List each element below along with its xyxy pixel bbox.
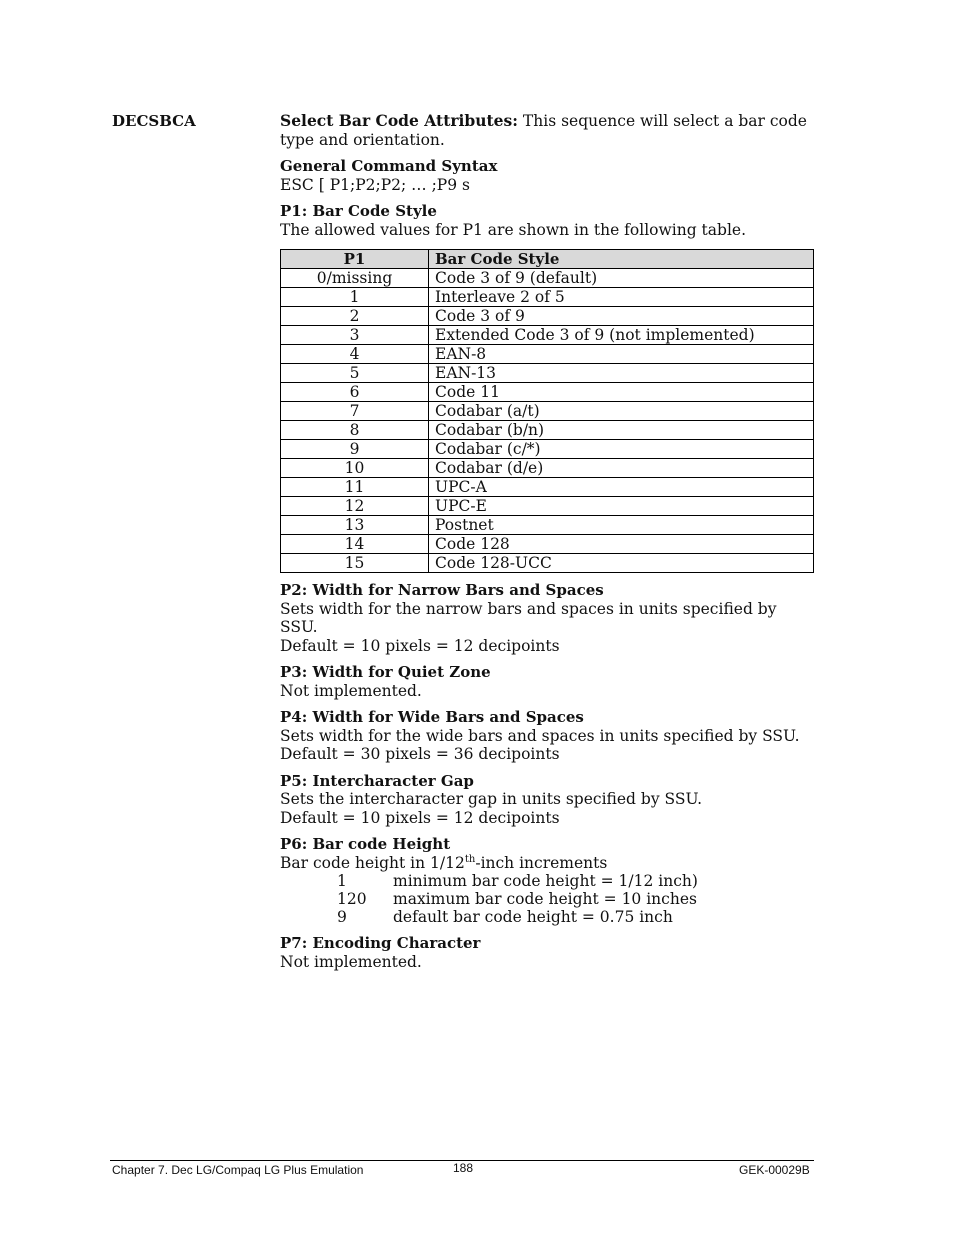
bar-code-style-cell: Codabar (a/t): [429, 402, 814, 421]
height-value-row: [280, 872, 814, 890]
bar-code-style-cell: Code 11: [429, 383, 814, 402]
p4-line1: Sets width for the wide bars and spaces in units specified by SSU.: [280, 726, 800, 745]
p1-value-cell: 0/missing: [281, 269, 429, 288]
intro-text: This sequence will select a bar code type and orientation.: [280, 112, 807, 149]
syntax-heading: General Command Syntax: [280, 157, 498, 175]
bar-code-style-cell: Code 3 of 9 (default): [429, 269, 814, 288]
p1-value-cell: 12: [281, 497, 429, 516]
height-description: maximum bar code height = 10 inches: [393, 890, 697, 908]
table-body: [281, 269, 814, 573]
p1-text: The allowed values for P1 are shown in the following table.: [280, 220, 747, 239]
syntax-text: ESC [ P1;P2;P2; … ;P9 s: [280, 175, 470, 194]
bar-code-style-cell: Interleave 2 of 5: [429, 288, 814, 307]
p1-value-cell: 2: [281, 307, 429, 326]
p1-value-cell: 11: [281, 478, 429, 497]
bar-code-style-cell: UPC-A: [429, 478, 814, 497]
bar-code-style-cell: Codabar (d/e): [429, 459, 814, 478]
p1-value-cell: 5: [281, 364, 429, 383]
table-row: [281, 478, 814, 497]
p1-value-cell: 3: [281, 326, 429, 345]
p5-heading: P5: Intercharacter Gap: [280, 771, 474, 790]
bar-code-style-cell: Code 128-UCC: [429, 554, 814, 573]
footer-chapter: Chapter 7. Dec LG/Compaq LG Plus Emulation: [112, 1163, 364, 1177]
bar-code-style-cell: Postnet: [429, 516, 814, 535]
p6-line1: [280, 854, 814, 873]
table-row: [281, 364, 814, 383]
table-row: [281, 402, 814, 421]
table-row: [281, 269, 814, 288]
p3-heading: P3: Width for Quiet Zone: [280, 663, 491, 681]
height-value: 9: [337, 908, 347, 926]
table-row: [281, 459, 814, 478]
p7-heading: P7: Encoding Character: [280, 934, 481, 952]
p5-line2: Default = 10 pixels = 12 decipoints: [280, 808, 560, 827]
p1-value-cell: 10: [281, 459, 429, 478]
p5-line1: Sets the intercharacter gap in units specified by SSU.: [280, 790, 703, 808]
p6-line1-post: -inch increments: [475, 853, 608, 872]
bar-code-style-cell: Codabar (b/n): [429, 421, 814, 440]
p7-line1: Not implemented.: [280, 952, 422, 971]
p2-line1: Sets width for the narrow bars and spaces in units specified by SSU.: [280, 599, 777, 636]
p1-value-cell: 15: [281, 554, 429, 573]
p1-value-cell: 9: [281, 440, 429, 459]
height-value: 1: [337, 872, 347, 890]
height-value-row: [280, 890, 814, 908]
footer-doc-id: GEK-00029B: [739, 1163, 810, 1177]
p2-heading: P2: Width for Narrow Bars and Spaces: [280, 581, 604, 599]
p1-value-cell: 4: [281, 345, 429, 364]
intro-title: Select Bar Code Attributes:: [280, 111, 518, 130]
table-row: [281, 345, 814, 364]
syntax-section: [280, 157, 814, 194]
p1-value-cell: 6: [281, 383, 429, 402]
height-description: default bar code height = 0.75 inch: [393, 908, 673, 926]
bar-code-style-cell: EAN-8: [429, 345, 814, 364]
p2-section: [280, 581, 814, 655]
intro-paragraph: [280, 112, 814, 149]
p1-value-cell: 13: [281, 516, 429, 535]
table-row: [281, 554, 814, 573]
bar-code-style-table: [280, 249, 814, 573]
command-description: [280, 112, 814, 971]
table-row: [281, 497, 814, 516]
table-row: [281, 383, 814, 402]
bar-code-style-cell: Extended Code 3 of 9 (not implemented): [429, 326, 814, 345]
height-value-row: [280, 908, 814, 926]
p4-section: [280, 708, 814, 764]
bar-code-style-cell: Codabar (c/*): [429, 440, 814, 459]
p6-line1-pre: Bar code height in 1/12: [280, 853, 465, 872]
table-row: [281, 516, 814, 535]
height-value: 120: [337, 890, 367, 908]
p1-heading: P1: Bar Code Style: [280, 202, 437, 220]
bar-code-style-cell: UPC-E: [429, 497, 814, 516]
command-name: DECSBCA: [112, 112, 196, 130]
p2-line2: Default = 10 pixels = 12 decipoints: [280, 636, 560, 655]
p3-line1: Not implemented.: [280, 681, 422, 700]
table-row: [281, 326, 814, 345]
table-row: [281, 421, 814, 440]
p6-heading: P6: Bar code Height: [280, 835, 451, 853]
p1-section: [280, 202, 814, 573]
bar-code-style-cell: Code 128: [429, 535, 814, 554]
p1-value-cell: 1: [281, 288, 429, 307]
p7-section: [280, 934, 814, 971]
p1-value-cell: 7: [281, 402, 429, 421]
table-header-style: Bar Code Style: [429, 250, 814, 269]
table-row: [281, 307, 814, 326]
p5-section: [280, 772, 814, 828]
p6-line1-sup: th: [464, 853, 476, 865]
p4-heading: P4: Width for Wide Bars and Spaces: [280, 708, 584, 726]
table-header-p1: P1: [281, 250, 429, 269]
bar-code-style-cell: EAN-13: [429, 364, 814, 383]
p3-section: [280, 663, 814, 700]
p1-value-cell: 8: [281, 421, 429, 440]
table-row: [281, 440, 814, 459]
bar-code-style-cell: Code 3 of 9: [429, 307, 814, 326]
p4-line2: Default = 30 pixels = 36 decipoints: [280, 745, 560, 763]
footer-page-number: 188: [453, 1161, 474, 1175]
p1-value-cell: 14: [281, 535, 429, 554]
table-row: [281, 535, 814, 554]
table-header-row: [281, 250, 814, 269]
p6-section: [280, 835, 814, 926]
height-description: minimum bar code height = 1/12 inch): [393, 872, 698, 890]
table-row: [281, 288, 814, 307]
p6-values-list: [280, 872, 814, 926]
